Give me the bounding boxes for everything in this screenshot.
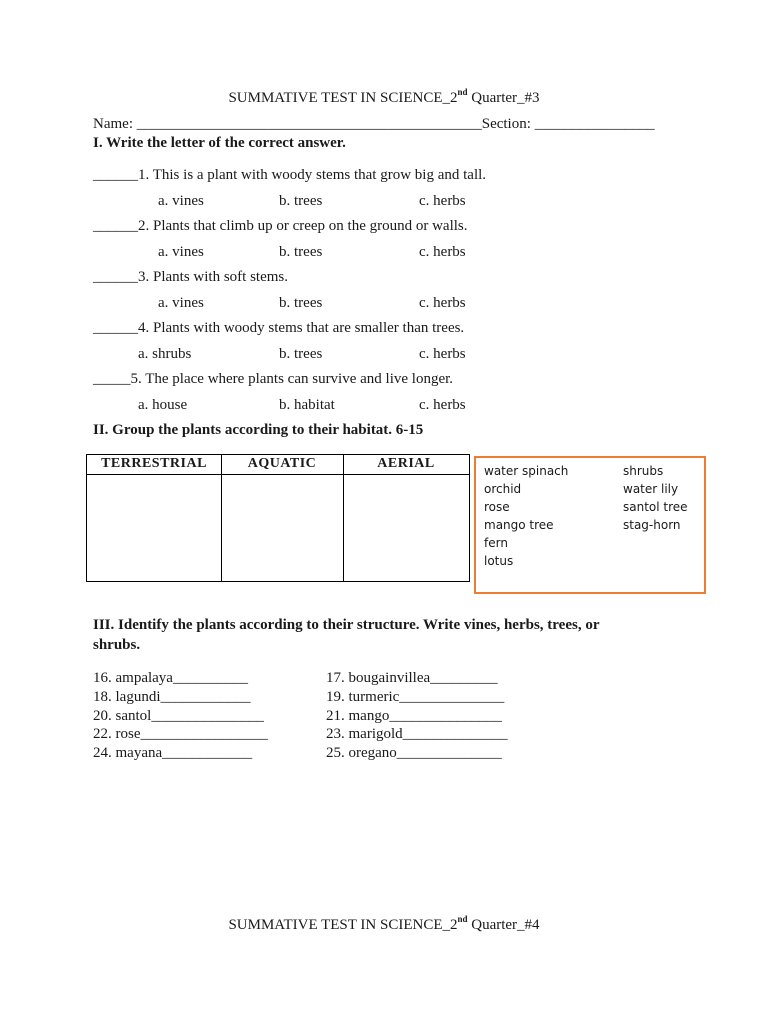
question-5-stem: _____5. The place where plants can survive and live longer. (93, 371, 454, 387)
question-1-stem: ______1. This is a plant with woody stems that grow big and tall. (93, 167, 487, 183)
question-1-choice-c: c. herbs (419, 193, 466, 209)
identify-item-16[interactable]: 16. ampalaya__________ (93, 670, 248, 686)
title-superscript: nd (457, 87, 468, 97)
word-bank-item: rose (484, 500, 510, 514)
title-superscript: nd (457, 914, 468, 924)
part3-heading-line1: III. Identify the plants according to their structure. Write vines, herbs, trees, or (93, 617, 600, 633)
identify-item-22[interactable]: 22. rose_________________ (93, 726, 268, 742)
title-suffix: Quarter_#4 (467, 917, 540, 933)
identify-item-20[interactable]: 20. santol_______________ (93, 708, 264, 724)
word-bank (474, 456, 706, 594)
question-4-choice-b: b. trees (279, 346, 323, 362)
table-header-divider (87, 455, 469, 475)
question-5-choice-b: b. habitat (279, 397, 335, 413)
question-3-choice-c: c. herbs (419, 295, 466, 311)
identify-item-24[interactable]: 24. mayana____________ (93, 745, 253, 761)
next-page-title (0, 915, 768, 934)
question-1-choice-b: b. trees (279, 193, 323, 209)
word-bank-item: lotus (484, 554, 514, 568)
name-section-line[interactable]: Name: ______________________________________________Section: ________________ (93, 116, 655, 132)
part3-heading-line2: shrubs. (93, 637, 141, 653)
question-4-choice-a: a. shrubs (138, 346, 192, 362)
question-1-choice-a: a. vines (158, 193, 204, 209)
identify-item-23[interactable]: 23. marigold______________ (326, 726, 508, 742)
word-bank-item: stag-horn (623, 518, 681, 532)
question-5-choice-c: c. herbs (419, 397, 466, 413)
word-bank-item: orchid (484, 482, 522, 496)
identify-item-18[interactable]: 18. lagundi____________ (93, 689, 251, 705)
part1-heading: I. Write the letter of the correct answer. (93, 135, 346, 151)
identify-item-25[interactable]: 25. oregano______________ (326, 745, 502, 761)
question-2-choice-c: c. herbs (419, 244, 466, 260)
word-bank-item: water lily (623, 482, 679, 496)
identify-item-19[interactable]: 19. turmeric______________ (326, 689, 505, 705)
column-header-aerial: AERIAL (377, 456, 435, 471)
part2-heading: II. Group the plants according to their habitat. 6-15 (93, 422, 424, 438)
question-2-choice-a: a. vines (158, 244, 204, 260)
question-3-choice-b: b. trees (279, 295, 323, 311)
question-5-choice-a: a. house (138, 397, 188, 413)
identify-item-17[interactable]: 17. bougainvillea_________ (326, 670, 498, 686)
column-header-aquatic: AQUATIC (247, 456, 317, 471)
title-suffix: Quarter_#3 (467, 90, 540, 106)
word-bank-item: shrubs (623, 464, 664, 478)
habitat-table (86, 454, 470, 582)
title-prefix: SUMMATIVE TEST IN SCIENCE_2 (228, 90, 458, 106)
question-3-stem: ______3. Plants with soft stems. (93, 269, 289, 285)
column-header-terrestrial: TERRESTRIAL (101, 456, 207, 471)
word-bank-item: santol tree (623, 500, 688, 514)
identify-item-21[interactable]: 21. mango_______________ (326, 708, 502, 724)
question-4-stem: ______4. Plants with woody stems that are smaller than trees. (93, 320, 465, 336)
word-bank-item: water spinach (484, 464, 569, 478)
question-2-stem: ______2. Plants that climb up or creep on the ground or walls. (93, 218, 468, 234)
question-4-choice-c: c. herbs (419, 346, 466, 362)
word-bank-item: mango tree (484, 518, 554, 532)
page-title (0, 88, 768, 107)
question-2-choice-b: b. trees (279, 244, 323, 260)
title-prefix: SUMMATIVE TEST IN SCIENCE_2 (228, 917, 458, 933)
question-3-choice-a: a. vines (158, 295, 204, 311)
word-bank-item: fern (484, 536, 508, 550)
